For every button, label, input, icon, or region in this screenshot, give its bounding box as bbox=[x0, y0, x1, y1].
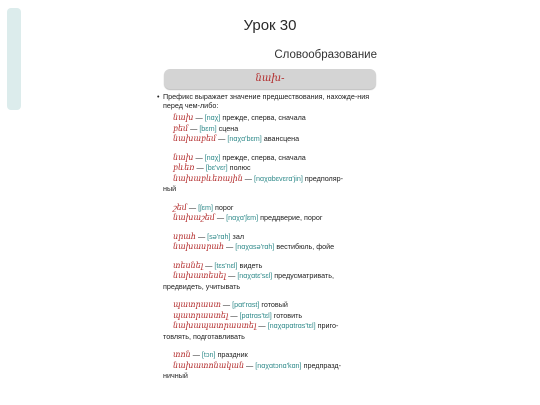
entry-line bbox=[157, 311, 377, 322]
word-entry bbox=[157, 174, 377, 195]
entry-line bbox=[157, 361, 377, 372]
word-group bbox=[157, 261, 377, 293]
transcription: [nɑχɑtɔnɑ'kɑn] bbox=[255, 360, 302, 370]
word-list bbox=[157, 113, 377, 390]
section-title: Словообразование bbox=[274, 49, 377, 61]
dash: — bbox=[228, 310, 240, 320]
armenian-word: նախատոնական bbox=[173, 360, 245, 370]
word-group bbox=[157, 300, 377, 342]
meaning: готовить bbox=[273, 310, 303, 320]
meaning: прежде, сперва, сначала bbox=[222, 152, 306, 162]
entry-line bbox=[157, 153, 377, 164]
meaning: предпразд- bbox=[303, 360, 342, 370]
prefix-banner bbox=[164, 69, 376, 89]
entry-line bbox=[157, 242, 377, 253]
intro-paragraph bbox=[157, 92, 377, 110]
word-entry bbox=[157, 113, 377, 124]
meaning: праздник bbox=[217, 350, 248, 359]
word-group bbox=[157, 232, 377, 253]
meaning: преддверие, порог bbox=[260, 213, 323, 222]
armenian-word: նախաբևեռային bbox=[173, 173, 243, 183]
meaning: авансцена bbox=[263, 134, 300, 143]
entry-line bbox=[157, 174, 377, 185]
meaning: сцена bbox=[218, 123, 239, 133]
armenian-word: նախասրահ bbox=[173, 242, 225, 251]
dash: — bbox=[203, 260, 215, 270]
dash: — bbox=[220, 300, 233, 309]
word-entry bbox=[157, 300, 377, 311]
meaning: предполяр- bbox=[304, 173, 344, 183]
dash: — bbox=[226, 271, 238, 280]
bullet-icon: • bbox=[157, 92, 160, 101]
word-entry bbox=[157, 213, 377, 224]
entry-line bbox=[157, 300, 377, 311]
transcription: [ʃɛm] bbox=[198, 202, 213, 212]
entry-line bbox=[157, 350, 377, 361]
dash: — bbox=[256, 321, 268, 330]
meaning-continuation: ный bbox=[163, 184, 177, 193]
transcription: [sə'rɑh] bbox=[207, 231, 231, 241]
word-entry bbox=[157, 321, 377, 342]
entry-line bbox=[157, 321, 377, 332]
meaning: готовый bbox=[261, 300, 288, 309]
dash: — bbox=[190, 350, 202, 359]
entry-line bbox=[157, 232, 377, 243]
lesson-title: Урок 30 bbox=[243, 17, 297, 34]
armenian-word: շեմ bbox=[173, 202, 187, 212]
word-entry bbox=[157, 134, 377, 145]
entry-line bbox=[157, 261, 377, 272]
dash: — bbox=[216, 134, 228, 143]
meaning: вестибюль, фойе bbox=[276, 242, 335, 251]
transcription: [pɑt'rɑst] bbox=[232, 300, 260, 309]
transcription: [nɑχɑtɛ'sɛl] bbox=[237, 271, 273, 280]
entry-line bbox=[157, 213, 377, 224]
dash: — bbox=[195, 231, 208, 241]
armenian-word: բևեռ bbox=[173, 163, 195, 172]
transcription: [bɛ'vɛr] bbox=[205, 163, 228, 172]
meaning: предусматривать, bbox=[274, 271, 334, 280]
dash: — bbox=[214, 213, 227, 222]
armenian-word: տոն bbox=[173, 350, 191, 359]
armenian-word: նախապատրաստել bbox=[173, 321, 257, 330]
armenian-word: նախաշեմ bbox=[173, 213, 215, 222]
transcription: [pɑtrɑs'tɛl] bbox=[239, 310, 272, 320]
dash: — bbox=[188, 123, 200, 133]
entry-line bbox=[157, 271, 377, 282]
transcription: [nɑχɑpɑtrɑs'tɛl] bbox=[267, 321, 316, 330]
word-group bbox=[157, 203, 377, 224]
meaning: зал bbox=[232, 231, 245, 241]
word-group bbox=[157, 350, 377, 382]
transcription: [tɛs'nɛl] bbox=[214, 260, 238, 270]
word-entry bbox=[157, 242, 377, 253]
transcription: [nɑχɑ'ʃɛm] bbox=[226, 213, 259, 222]
dash: — bbox=[224, 242, 236, 251]
entry-line bbox=[157, 124, 377, 135]
word-group bbox=[157, 113, 377, 145]
prefix-label: նախ- bbox=[255, 73, 285, 84]
armenian-word: նախ bbox=[173, 113, 194, 122]
word-entry bbox=[157, 350, 377, 361]
entry-line bbox=[157, 134, 377, 145]
transcription: [nɑχɑbɛvɛrɑ'jin] bbox=[254, 173, 303, 183]
dash: — bbox=[193, 152, 205, 162]
transcription: [nɑχɑsə'rɑh] bbox=[235, 242, 275, 251]
dash: — bbox=[242, 173, 254, 183]
dash: — bbox=[186, 202, 199, 212]
word-entry bbox=[157, 311, 377, 322]
armenian-word: պատրաստել bbox=[173, 310, 229, 320]
meaning-continuation: товлять, подготавливать bbox=[163, 331, 245, 341]
word-entry bbox=[157, 271, 377, 292]
armenian-word: տեսնել bbox=[173, 260, 204, 270]
transcription: [nɑχ] bbox=[204, 152, 221, 162]
dash: — bbox=[193, 113, 205, 122]
entry-line bbox=[157, 203, 377, 214]
meaning-continuation: ничный bbox=[163, 371, 188, 380]
transcription: [nɑχ] bbox=[204, 113, 221, 122]
armenian-word: նախաբեմ bbox=[173, 134, 217, 143]
meaning: приго- bbox=[317, 321, 339, 330]
word-entry bbox=[157, 361, 377, 382]
word-entry bbox=[157, 153, 377, 164]
armenian-word: սրահ bbox=[173, 231, 196, 241]
transcription: [tɔn] bbox=[201, 350, 216, 359]
dash: — bbox=[194, 163, 206, 172]
armenian-word: նախատեսել bbox=[173, 271, 227, 280]
word-entry bbox=[157, 203, 377, 214]
entry-line bbox=[157, 163, 377, 174]
word-entry bbox=[157, 124, 377, 135]
armenian-word: պատրաստ bbox=[173, 300, 221, 309]
word-entry bbox=[157, 232, 377, 243]
meaning: полюс bbox=[229, 163, 251, 172]
entry-line bbox=[157, 113, 377, 124]
meaning: порог bbox=[214, 202, 234, 212]
transcription: [bɛm] bbox=[199, 123, 217, 133]
meaning-continuation: предвидеть, учитывать bbox=[163, 281, 241, 291]
intro-text: Префикс выражает значение предшествования, нахожде-ния перед чем-либо: bbox=[163, 92, 370, 110]
word-entry bbox=[157, 163, 377, 174]
word-group bbox=[157, 153, 377, 195]
dash: — bbox=[244, 360, 256, 370]
meaning: видеть bbox=[239, 260, 263, 270]
armenian-word: բեմ bbox=[173, 123, 189, 133]
word-entry bbox=[157, 261, 377, 272]
meaning: прежде, сперва, сначала bbox=[222, 113, 306, 122]
armenian-word: նախ bbox=[173, 152, 194, 162]
transcription: [nɑχɑ'bɛm] bbox=[227, 134, 262, 143]
